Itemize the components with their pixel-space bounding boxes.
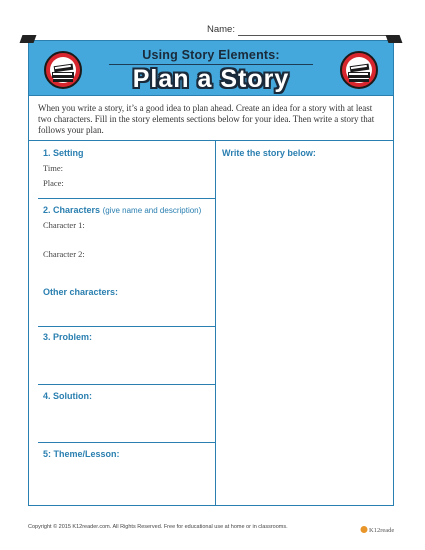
theme-heading: 5: Theme/Lesson: (43, 449, 120, 459)
characters-heading (43, 205, 201, 215)
name-row (0, 24, 425, 38)
instructions: When you write a story, it’s a good idea to plan ahead. Create an idea for a story with at least two characters. Fill in the story elements sections below for your idea. Then write a story that follows your plan. (38, 103, 375, 135)
other-characters-heading: Other characters: (43, 287, 119, 297)
ribbon-left (20, 35, 37, 43)
svg-text:K12reader: K12reader (369, 527, 394, 534)
section-divider (38, 326, 215, 327)
worksheet-title: Plan a Story (132, 65, 290, 93)
name-label: Name: (207, 24, 235, 35)
copyright-footer: Copyright © 2015 K12reader.com. All Rights Reserved. Free for educational use at home or in classrooms. (28, 524, 288, 530)
column-divider (215, 140, 216, 506)
worksheet-subtitle: Using Story Elements: (142, 48, 280, 62)
k12reader-logo (360, 521, 394, 534)
problem-heading: 3. Problem: (43, 332, 93, 342)
characters-heading-text: 2. Characters (43, 205, 101, 215)
instructions-divider (28, 140, 394, 141)
header-banner (28, 40, 394, 96)
characters-note: (give name and description) (102, 206, 202, 215)
setting-heading: 1. Setting (43, 148, 84, 158)
character-1-field[interactable]: Character 1: (43, 220, 85, 230)
section-divider (38, 384, 215, 385)
time-field[interactable]: Time: (43, 163, 64, 173)
section-divider (38, 442, 215, 443)
character-2-field[interactable]: Character 2: (43, 249, 85, 259)
solution-heading: 4. Solution: (43, 391, 92, 401)
write-story-heading: Write the story below: (222, 148, 316, 158)
ribbon-right (386, 35, 403, 43)
place-field[interactable]: Place: (43, 178, 64, 188)
section-divider (38, 198, 215, 199)
name-line[interactable] (238, 35, 394, 36)
